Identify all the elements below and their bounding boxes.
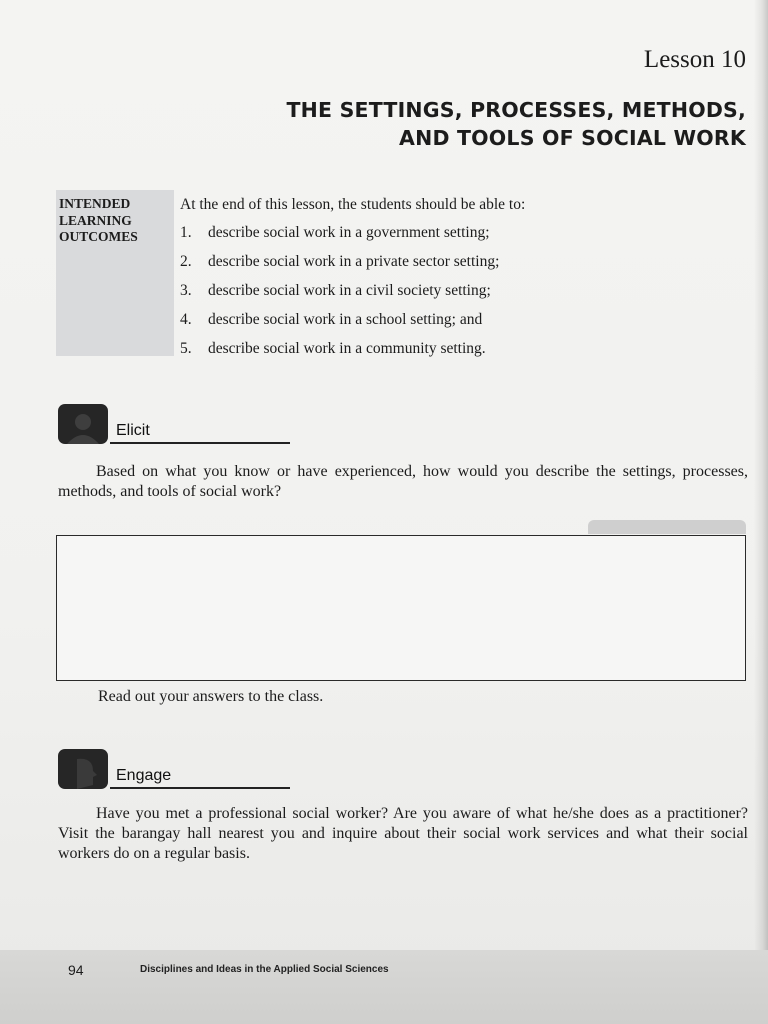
engage-header	[58, 749, 288, 789]
footer-band	[0, 950, 768, 1024]
ilo-label	[59, 196, 138, 246]
elicit-prompt	[58, 462, 748, 502]
ilo-label-line: LEARNING	[59, 212, 132, 228]
list-item-text: describe social work in a civil society setting;	[208, 282, 491, 299]
section-label-engage: Engage	[116, 767, 172, 784]
lesson-number: Lesson 10	[643, 46, 746, 73]
list-item	[180, 253, 499, 282]
ilo-list	[180, 224, 499, 369]
list-item	[180, 340, 499, 369]
lesson-title	[286, 96, 746, 152]
answer-box[interactable]	[56, 535, 746, 681]
ilo-label-line: INTENDED	[59, 196, 131, 211]
book-title: Disciplines and Ideas in the Applied Social Sciences	[140, 964, 389, 975]
elicit-header	[58, 404, 288, 444]
list-item-number: 2.	[180, 253, 192, 270]
profile-icon	[58, 749, 108, 789]
section-underline	[110, 787, 290, 789]
engage-prompt	[58, 804, 748, 864]
title-line-2: AND TOOLS OF SOCIAL WORK	[399, 126, 746, 150]
list-item-number: 4.	[180, 311, 192, 328]
list-item	[180, 311, 499, 340]
page-edge-shadow	[754, 0, 768, 1024]
list-item	[180, 224, 499, 253]
section-underline	[110, 442, 290, 444]
page-number: 94	[68, 962, 84, 978]
title-line-1: THE SETTINGS, PROCESSES, METHODS,	[286, 98, 746, 122]
answer-box-tab	[588, 520, 746, 534]
section-label-elicit: Elicit	[116, 422, 150, 439]
list-item-text: describe social work in a government setting;	[208, 224, 490, 241]
list-item-text: describe social work in a community setting.	[208, 340, 486, 357]
ilo-intro: At the end of this lesson, the students should be able to:	[180, 196, 526, 213]
list-item-text: describe social work in a private sector setting;	[208, 253, 500, 270]
elicit-prompt-text: Based on what you know or have experienced, how would you describe the settings, processes, methods, and tools of social work?	[58, 463, 748, 500]
list-item-number: 5.	[180, 340, 192, 357]
person-icon	[58, 404, 108, 444]
read-out-instruction: Read out your answers to the class.	[98, 688, 324, 705]
list-item-text: describe social work in a school setting; and	[208, 311, 483, 328]
ilo-label-line: OUTCOMES	[59, 229, 138, 244]
engage-prompt-text: Have you met a professional social worker? Are you aware of what he/she does as a practitioner? Visit the barangay hall nearest you and inquire about their social work services and what their social workers do on a regular basis.	[58, 805, 748, 862]
list-item-number: 1.	[180, 224, 192, 241]
list-item-number: 3.	[180, 282, 192, 299]
list-item	[180, 282, 499, 311]
